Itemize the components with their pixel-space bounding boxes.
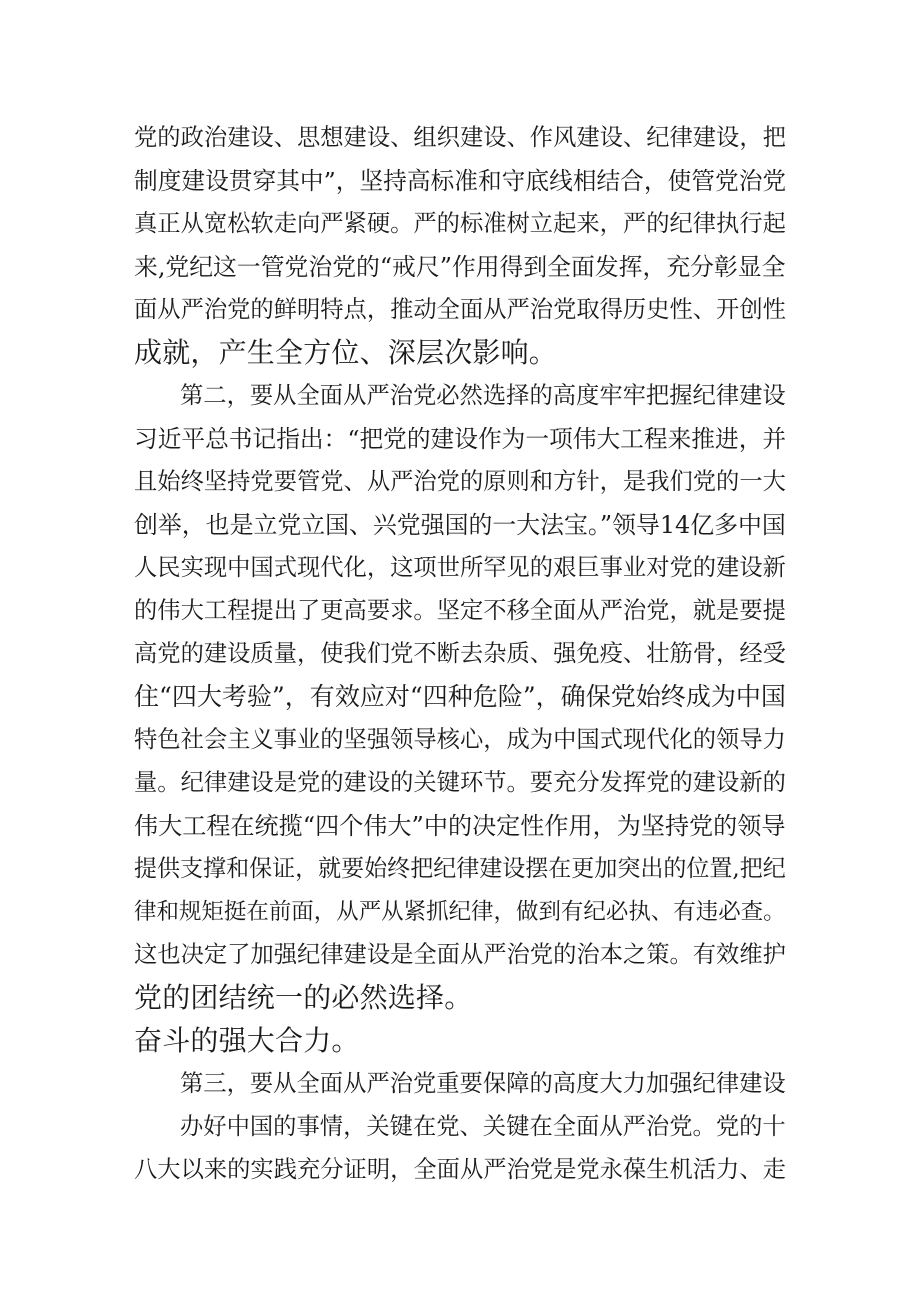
- text-line: 量。纪律建设是党的建设的关键环节。要充分发挥党的建设新的: [134, 769, 786, 796]
- text-line: 制度建设贯穿其中”，坚持高标准和守底线相结合，使管党治党: [134, 167, 787, 195]
- text-line: 的伟大工程提出了更高要求。坚定不移全面从严治党，就是要提: [134, 597, 786, 624]
- text-line: 党的团结统一的必然选择。: [134, 981, 473, 1014]
- text-line: 奋斗的强大合力。: [134, 1024, 360, 1057]
- text-line: 这也决定了加强纪律建设是全面从严治党的治本之策。有效维护: [134, 941, 786, 968]
- text-line: 八大以来的实践充分证明，全面从严治党是党永葆生机活力、走: [134, 1156, 786, 1183]
- text-line: 习近平总书记指出：“把党的建设作为一项伟大工程来推进，并: [134, 425, 787, 453]
- text-line: 办好中国的事情，关键在党、关键在全面从严治党。党的十: [180, 1113, 786, 1140]
- text-line: 律和规矩挺在前面，从严从紧抓纪律，做到有纪必执、有违必查。: [134, 899, 786, 925]
- text-line: 高党的建设质量，使我们党不断去杂质、强免疫、壮筋骨，经受: [134, 640, 786, 667]
- section-heading: 第三，要从全面从严治党重要保障的高度大力加强纪律建设: [180, 1070, 786, 1097]
- text-line: 创举，也是立党立国、兴党强国的一大法宝。”领导14亿多中国: [134, 511, 786, 539]
- text-line: 真正从宽松软走向严紧硬。严的标准树立起来，严的纪律执行起: [134, 210, 786, 237]
- text-line: 成就，产生全方位、深层次影响。: [134, 336, 558, 369]
- text-line: 面从严治党的鲜明特点，推动全面从严治党取得历史性、开创性: [134, 296, 786, 323]
- text-line: 特色社会主义事业的坚强领导核心，成为中国式现代化的领导力: [134, 726, 786, 753]
- section-heading: 第二，要从全面从严治党必然选择的高度牢牢把握纪律建设: [180, 382, 786, 409]
- text-line: 党的政治建设、思想建设、组织建设、作风建设、纪律建设，把: [134, 124, 786, 151]
- text-line: 伟大工程在统揽“四个伟大”中的决定性作用，为坚持党的领导: [134, 812, 786, 840]
- text-line: 且始终坚持党要管党、从严治党的原则和方针，是我们党的一大: [134, 468, 786, 495]
- text-line: 来,党纪这一管党治党的“戒尺”作用得到全面发挥，充分彰显全: [134, 253, 786, 281]
- text-line: 住“四大考验”，有效应对“四种危险”，确保党始终成为中国: [134, 682, 786, 711]
- text-line: 提供支撑和保证，就要始终把纪律建设摆在更加突出的位置,把纪: [134, 856, 786, 882]
- text-line: 人民实现中国式现代化，这项世所罕见的艰巨事业对党的建设新: [134, 554, 786, 581]
